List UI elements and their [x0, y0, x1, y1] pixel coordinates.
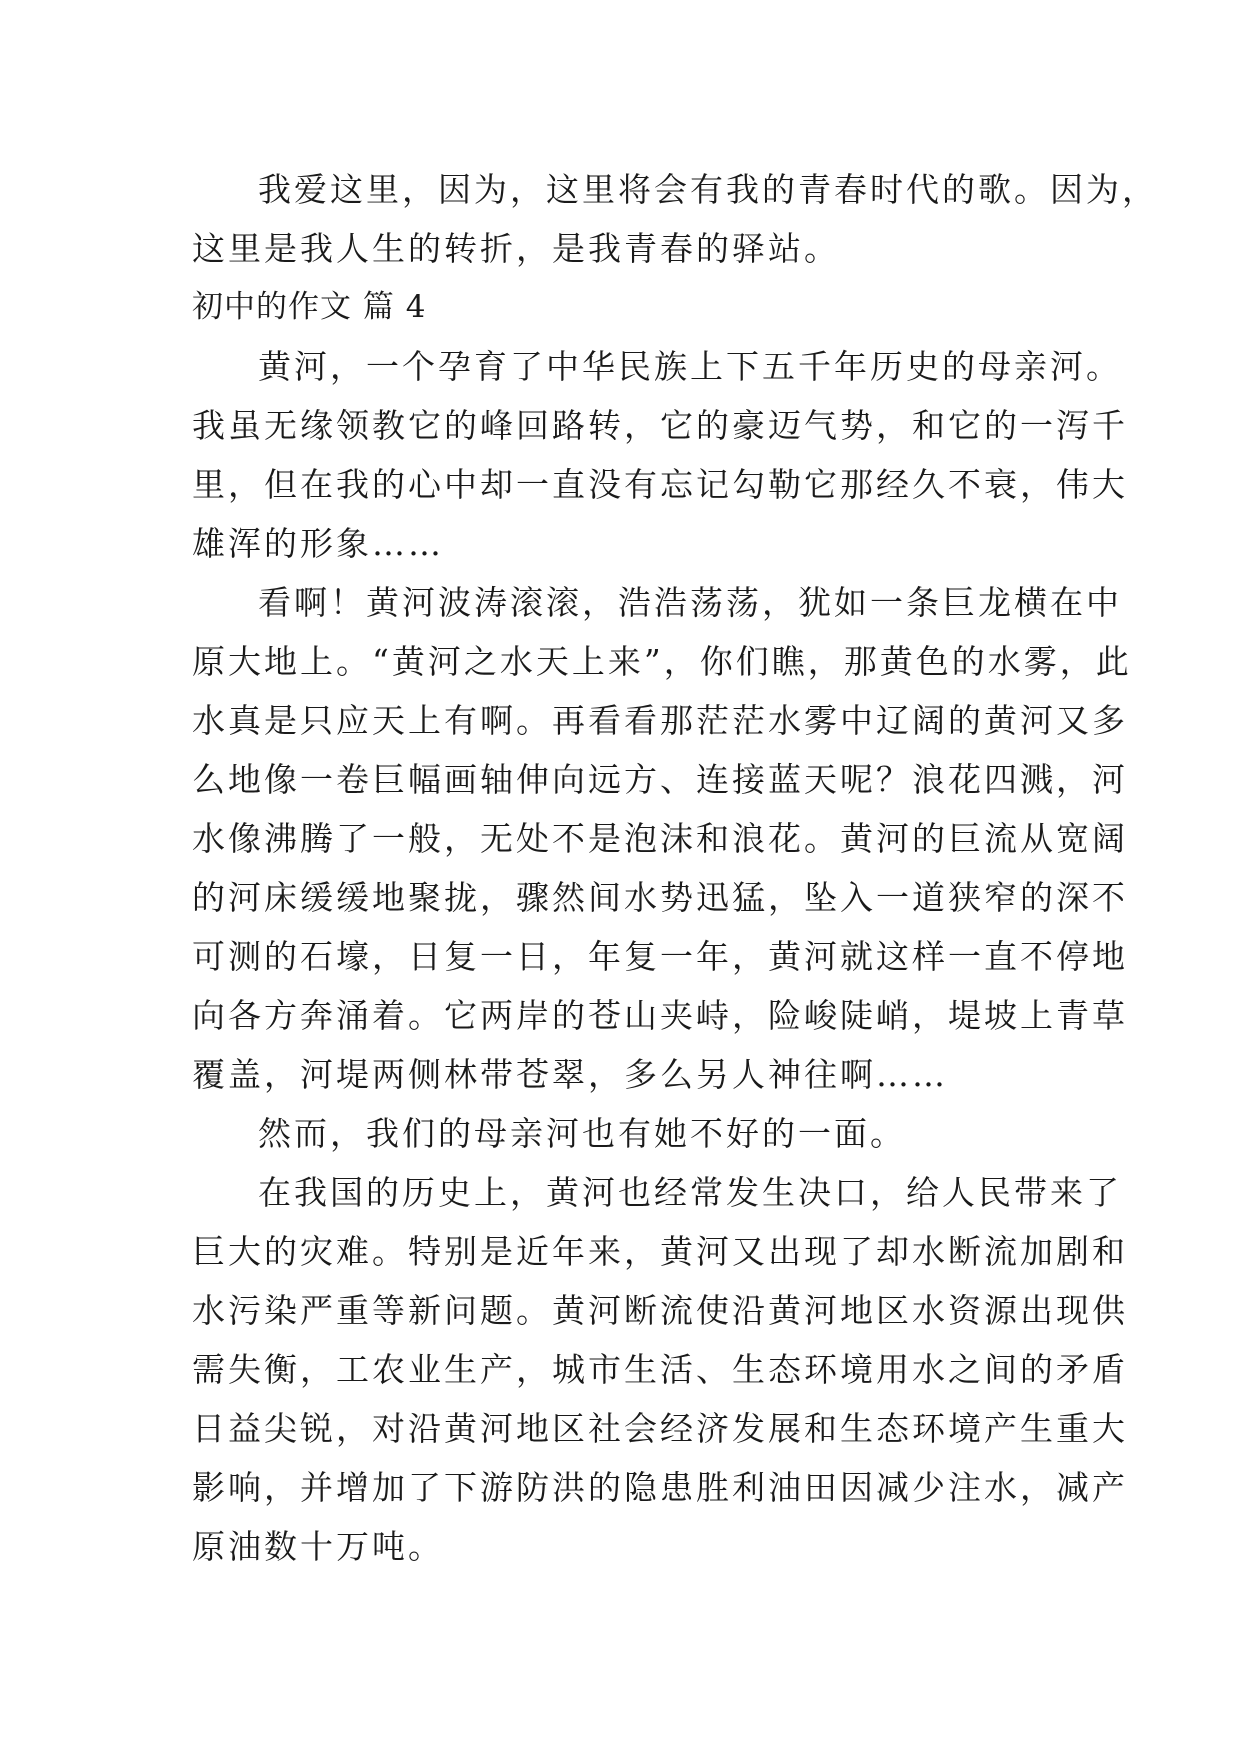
text-line-21: 需失衡，工农业生产，城市生活、生态环境用水之间的矛盾: [192, 1350, 1128, 1389]
text-line-5: 我虽无缘领教它的峰回路转，它的豪迈气势，和它的一泻千: [192, 406, 1128, 445]
text-line-11: 么地像一卷巨幅画轴伸向远方、连接蓝天呢？浪花四溅，河: [192, 760, 1128, 799]
text-line-10: 水真是只应天上有啊。再看看那茫茫水雾中辽阔的黄河又多: [192, 701, 1128, 740]
text-line-12: 水像沸腾了一般，无处不是泡沫和浪花。黄河的巨流从宽阔: [192, 819, 1128, 858]
document-page: [192, 160, 1158, 1576]
text-line-13: 的河床缓缓地聚拢，骤然间水势迅猛，坠入一道狭窄的深不: [192, 878, 1128, 917]
text-line-2: 这里是我人生的转折，是我青春的驿站。: [192, 229, 840, 268]
text-line-22: 日益尖锐，对沿黄河地区社会经济发展和生态环境产生重大: [192, 1409, 1128, 1448]
text-line-16: 覆盖，河堤两侧林带苍翠，多么另人神往啊……: [192, 1055, 948, 1094]
text-line-9: 原大地上。“黄河之水天上来”，你们瞧，那黄色的水雾，此: [192, 642, 1132, 681]
section-heading: 初中的作文 篇 4: [192, 289, 427, 325]
text-line-14: 可测的石壕，日复一日，年复一年，黄河就这样一直不停地: [192, 937, 1128, 976]
text-line-20: 水污染严重等新问题。黄河断流使沿黄河地区水资源出现供: [192, 1291, 1128, 1330]
text-line-19: 巨大的灾难。特别是近年来，黄河又出现了却水断流加剧和: [192, 1232, 1128, 1271]
text-line-7: 雄浑的形象……: [192, 524, 444, 563]
text-line-4: 黄河，一个孕育了中华民族上下五千年历史的母亲河。: [258, 347, 1122, 386]
text-line-23: 影响，并增加了下游防洪的隐患胜利油田因减少注水，减产: [192, 1468, 1128, 1507]
text-line-8: 看啊！黄河波涛滚滚，浩浩荡荡，犹如一条巨龙横在中: [258, 583, 1122, 622]
text-line-6: 里，但在我的心中却一直没有忘记勾勒它那经久不衰，伟大: [192, 465, 1128, 504]
text-line-24: 原油数十万吨。: [192, 1527, 444, 1566]
text-line-15: 向各方奔涌着。它两岸的苍山夹峙，险峻陡峭，堤坡上青草: [192, 996, 1128, 1035]
text-line-1: 我爱这里，因为，这里将会有我的青春时代的歌。因为，: [258, 170, 1158, 209]
text-line-18: 在我国的历史上，黄河也经常发生决口，给人民带来了: [258, 1173, 1122, 1212]
text-line-17: 然而，我们的母亲河也有她不好的一面。: [258, 1114, 906, 1153]
